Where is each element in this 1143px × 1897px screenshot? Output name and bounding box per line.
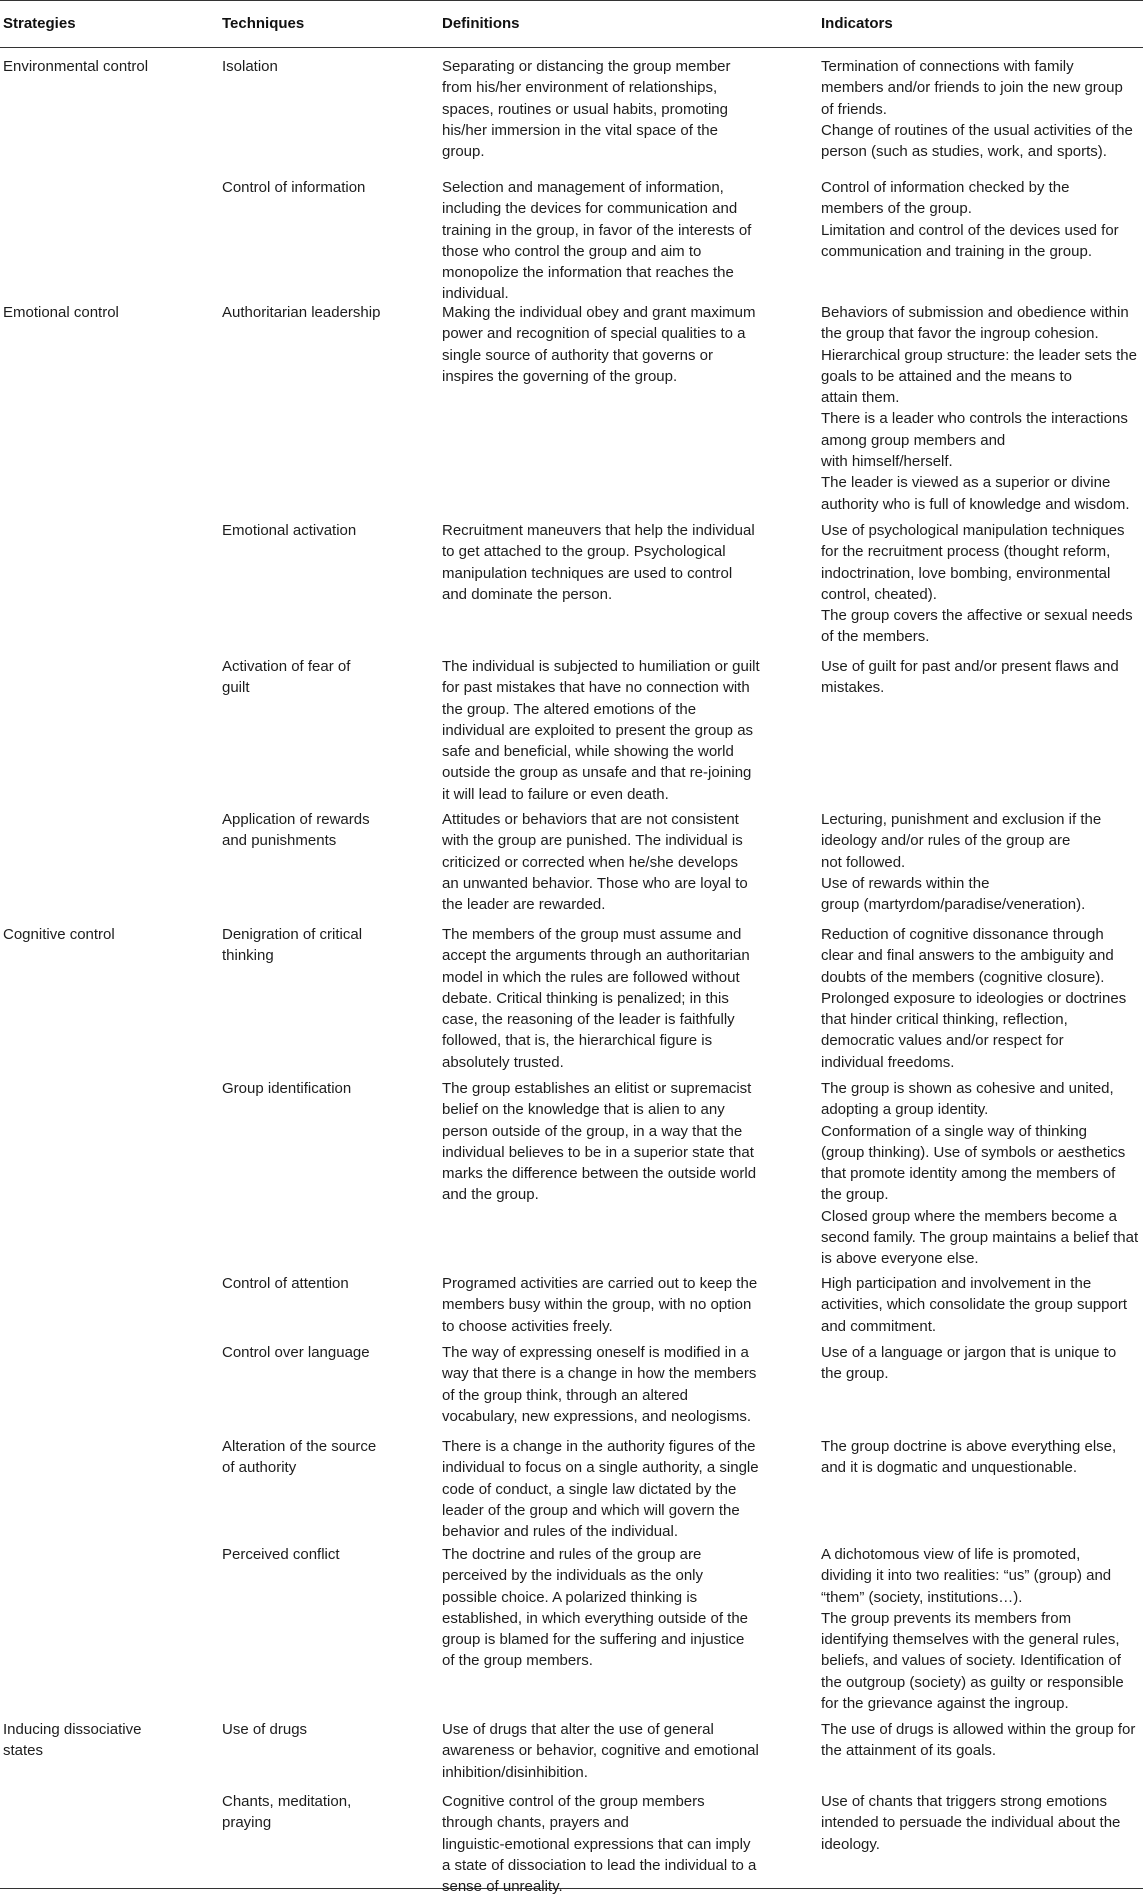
cell-line: Behaviors of submission and obedience within [821,304,1129,321]
cell-line: his/her immersion in the vital space of the [442,121,718,139]
cell-line: power and recognition of special qualities to a [442,325,746,343]
cell-line: Alteration of the source [222,1438,377,1455]
cell-line: Use of chants that triggers strong emotions [821,1793,1107,1810]
cell-line: ideology. [821,1835,880,1853]
cell-line: not followed. [821,853,906,871]
row-definition [442,177,787,305]
row-strategy [3,56,203,77]
header-techniques: Techniques [222,15,305,32]
row-technique [222,177,422,198]
cell-line: it will lead to failure or even death. [442,785,669,803]
cell-line: inspires the governing of the group. [442,367,678,385]
cell-line: The doctrine and rules of the group are [442,1546,702,1563]
cell-line: the group. [821,1365,889,1383]
table-top-rule [0,0,1143,1]
cell-line: Control over language [222,1344,370,1361]
cell-line: with himself/herself. [821,453,953,471]
cell-line: Emotional control [3,304,119,321]
cell-line: communication and training in the group. [821,242,1092,260]
cell-line: individual freedoms. [821,1053,955,1071]
cell-line: Isolation [222,58,278,75]
cell-line: an unwanted behavior. Those who are loyal to [442,874,748,892]
cell-line: followed, that is, the hierarchical figure is [442,1032,713,1050]
row-technique [222,1791,422,1834]
cell-line: states [3,1742,44,1760]
cell-line: including the devices for communication and [442,200,738,218]
cell-line: Perceived conflict [222,1546,340,1563]
cell-line: Chants, meditation, [222,1793,352,1810]
cell-line: Control of attention [222,1275,349,1292]
cell-line: Conformation of a single way of thinking [821,1122,1087,1140]
cell-line: absolutely trusted. [442,1053,564,1071]
cell-line: Authoritarian leadership [222,304,381,321]
cell-line: behavior and rules of the individual. [442,1523,678,1541]
cell-line: The group doctrine is above everything else, [821,1438,1117,1455]
row-technique [222,1436,422,1479]
row-technique [222,302,422,323]
cell-line: of the group think, through an altered [442,1386,689,1404]
cell-line: The way of expressing oneself is modified in a [442,1344,749,1361]
cell-line: the group that favor the ingroup cohesion. [821,325,1099,343]
cell-line: identifying themselves with the general rules, [821,1631,1120,1649]
cell-line: among group members and [821,431,1006,449]
cell-line: Use of drugs [222,1721,308,1738]
cell-line: Cognitive control of the group members [442,1793,705,1810]
cell-line: Use of psychological manipulation techniques [821,522,1125,539]
cell-line: control, cheated). [821,585,937,603]
cell-line: for past mistakes that have no connection with [442,679,750,697]
cell-line: for the recruitment process (thought reform, [821,543,1111,561]
cell-line: criticized or corrected when he/she develops [442,853,738,871]
row-indicators [821,1436,1143,1479]
header-bottom-rule [0,47,1143,48]
row-indicators [821,177,1143,262]
cell-line: The group prevents its members from [821,1609,1072,1627]
cell-line: goals to be attained and the means to [821,367,1073,385]
cell-line: Attitudes or behaviors that are not consistent [442,811,739,828]
cell-line: Termination of connections with family [821,58,1074,75]
cell-line: members of the group. [821,200,972,218]
cell-line: High participation and involvement in the [821,1275,1092,1292]
cell-line: of the group members. [442,1652,593,1670]
row-definition [442,1719,787,1783]
cell-line: There is a change in the authority figures of the [442,1438,756,1455]
row-technique [222,1544,422,1565]
cell-line: second family. The group maintains a belief that [821,1229,1139,1247]
row-technique [222,56,422,77]
row-indicators [821,302,1143,515]
header-definitions: Definitions [442,15,520,32]
row-strategy [3,924,203,945]
cell-line: and commitment. [821,1317,937,1335]
row-definition [442,809,787,915]
cell-line: with the group are punished. The individual is [442,832,743,850]
row-definition [442,302,787,387]
cell-line: that hinder critical thinking, reflection, [821,1011,1068,1029]
row-indicators [821,924,1143,1073]
cell-line: democratic values and/or respect for [821,1032,1064,1050]
cell-line: Change of routines of the usual activities of the [821,121,1133,139]
cell-line: of authority [222,1459,297,1477]
cell-line: The group establishes an elitist or supremacist [442,1080,752,1097]
cell-line: Activation of fear of [222,658,351,675]
cell-line: authority who is full of knowledge and wisdom. [821,495,1130,513]
row-indicators [821,56,1143,162]
header-strategies: Strategies [3,15,76,32]
row-definition [442,1791,787,1897]
cell-line: those who control the group and aim to [442,242,702,260]
row-technique [222,656,422,699]
cell-line: indoctrination, love bombing, environmental [821,564,1111,582]
row-indicators [821,1273,1143,1337]
cell-line: Making the individual obey and grant maximum [442,304,756,321]
row-indicators [821,520,1143,648]
row-strategy [3,1719,203,1762]
cell-line: Prolonged exposure to ideologies or doctrines [821,989,1127,1007]
cell-line: that promote identity among the members of [821,1165,1116,1183]
cell-line: members and/or friends to join the new group [821,79,1123,97]
cell-line: individual believes to be in a superior state that [442,1143,754,1161]
cell-line: The group covers the affective or sexual needs [821,607,1133,625]
cell-line: through chants, prayers and [442,1814,629,1832]
cell-line: group (martyrdom/paradise/veneration). [821,896,1086,914]
cell-line: marks the difference between the outside world [442,1165,757,1183]
cell-line: Hierarchical group structure: the leader sets the [821,346,1137,364]
row-technique [222,1342,422,1363]
row-indicators [821,809,1143,915]
cell-line: A dichotomous view of life is promoted, [821,1546,1081,1563]
cell-line: individual to focus on a single authority, a single [442,1459,759,1477]
cell-line: guilt [222,679,250,697]
cell-line: single source of authority that governs or [442,346,713,364]
cell-line: training in the group, in favor of the interests of [442,221,752,239]
row-definition [442,520,787,605]
cell-line: and the group. [442,1186,539,1204]
cell-line: attain them. [821,389,900,407]
cell-line: and punishments [222,832,337,850]
cell-line: ideology and/or rules of the group are [821,832,1071,850]
cell-line: Recruitment maneuvers that help the individual [442,522,755,539]
row-indicators [821,1791,1143,1855]
cell-line: The individual is subjected to humiliation or guilt [442,658,760,675]
cell-line: and dominate the person. [442,585,613,603]
row-technique [222,520,422,541]
cell-line: Emotional activation [222,522,357,539]
cell-line: case, the reasoning of the leader is faithfully [442,1011,735,1029]
cell-line: Use of a language or jargon that is unique to [821,1344,1117,1361]
cell-line: There is a leader who controls the interactions [821,410,1128,428]
cell-line: person outside of the group, in a way that the [442,1122,743,1140]
row-indicators [821,656,1143,699]
cell-line: Inducing dissociative [3,1721,142,1738]
cell-line: Control of information [222,179,366,196]
cell-line: activities, which consolidate the group support [821,1296,1128,1314]
cell-line: Limitation and control of the devices used for [821,221,1119,239]
cell-line: Separating or distancing the group member [442,58,731,75]
cell-line: established, in which everything outside of the [442,1609,749,1627]
cell-line: the group. [821,1186,889,1204]
cell-line: doubts of the members (cognitive closure). [821,968,1105,986]
row-definition [442,1078,787,1206]
cell-line: group is blamed for the suffering and injustice [442,1631,745,1649]
cell-line: Programed activities are carried out to keep the [442,1275,758,1292]
cell-line: of friends. [821,100,887,118]
cell-line: debate. Critical thinking is penalized; in this [442,989,729,1007]
row-indicators [821,1544,1143,1714]
cell-line: the group. The altered emotions of the [442,700,697,718]
cell-line: inhibition/disinhibition. [442,1763,588,1781]
cell-line: for the grievance against the ingroup. [821,1695,1069,1713]
cell-line: and it is dogmatic and unquestionable. [821,1459,1078,1477]
row-indicators [821,1342,1143,1385]
cell-line: beliefs, and values of society. Identification of [821,1652,1121,1670]
cell-line: Cognitive control [3,926,115,943]
row-technique [222,924,422,967]
cell-line: individual are exploited to present the group as [442,721,754,739]
row-definition [442,1436,787,1542]
cell-line: mistakes. [821,679,885,697]
cell-line: the leader are rewarded. [442,896,606,914]
cell-line: outside the group as unsafe and that re-joining [442,764,752,782]
cell-line: Use of guilt for past and/or present flaws and [821,658,1119,675]
cell-line: of the members. [821,628,930,646]
cell-line: a state of dissociation to lead the individual to a [442,1856,757,1874]
row-definition [442,1544,787,1672]
cell-line: The use of drugs is allowed within the group for [821,1721,1136,1738]
row-definition [442,924,787,1073]
cell-line: possible choice. A polarized thinking is [442,1588,698,1606]
cell-line: model in which the rules are followed without [442,968,740,986]
cell-line: to choose activities freely. [442,1317,613,1335]
row-indicators [821,1719,1143,1762]
cell-line: Lecturing, punishment and exclusion if the [821,811,1102,828]
cell-line: individual. [442,285,509,303]
cell-line: safe and beneficial, while showing the world [442,743,734,761]
cell-line: clear and final answers to the ambiguity and [821,947,1114,965]
cell-line: dividing it into two realities: “us” (group) and [821,1567,1112,1585]
cell-line: Control of information checked by the [821,179,1070,196]
cell-line: Reduction of cognitive dissonance through [821,926,1104,943]
row-definition [442,56,787,162]
cell-line: the outgroup (society) as guilty or responsible [821,1673,1124,1691]
row-technique [222,1273,422,1294]
cell-line: monopolize the information that reaches the [442,264,734,282]
cell-line: The group is shown as cohesive and united, [821,1080,1114,1097]
cell-line: the attainment of its goals. [821,1742,997,1760]
cell-line: code of conduct, a single law dictated by the [442,1480,737,1498]
row-definition [442,656,787,805]
cell-line: intended to persuade the individual about the [821,1814,1121,1832]
cell-line: “them” (society, institutions…). [821,1588,1023,1606]
row-definition [442,1342,787,1427]
cell-line: way that there is a change in how the members [442,1365,757,1383]
cell-line: Group identification [222,1080,352,1097]
cell-line: accept the arguments through an authoritarian [442,947,750,965]
cell-line: sense of unreality. [442,1878,563,1896]
cell-line: is above everyone else. [821,1250,979,1268]
cell-line: Closed group where the members become a [821,1207,1117,1225]
cell-line: Application of rewards [222,811,370,828]
cell-line: to get attached to the group. Psychological [442,543,726,561]
cell-line: manipulation techniques are used to control [442,564,733,582]
cell-line: from his/her environment of relationships, [442,79,718,97]
row-indicators [821,1078,1143,1270]
row-technique [222,1719,422,1740]
header-indicators: Indicators [821,15,893,32]
cell-line: person (such as studies, work, and sports). [821,143,1107,161]
cell-line: adopting a group identity. [821,1101,989,1119]
row-strategy [3,302,203,323]
cell-line: praying [222,1814,272,1832]
cell-line: Denigration of critical [222,926,363,943]
row-technique [222,809,422,852]
cell-line: spaces, routines or usual habits, promoting [442,100,728,118]
cell-line: linguistic-emotional expressions that can imply [442,1835,751,1853]
cell-line: thinking [222,947,274,965]
cell-line: perceived by the individuals as the only [442,1567,703,1585]
row-technique [222,1078,422,1099]
cell-line: The leader is viewed as a superior or divine [821,474,1111,492]
cell-line: group. [442,143,485,161]
cell-line: Selection and management of information, [442,179,724,196]
cell-line: vocabulary, new expressions, and neologisms. [442,1407,752,1425]
cell-line: awareness or behavior, cognitive and emotional [442,1742,759,1760]
cell-line: Use of drugs that alter the use of general [442,1721,714,1738]
cell-line: (group thinking). Use of symbols or aesthetics [821,1143,1126,1161]
cell-line: members busy within the group, with no option [442,1296,752,1314]
cell-line: belief on the knowledge that is alien to any [442,1101,725,1119]
cell-line: The members of the group must assume and [442,926,742,943]
cell-line: Use of rewards within the [821,874,990,892]
row-definition [442,1273,787,1337]
cell-line: Environmental control [3,58,149,75]
cell-line: leader of the group and which will govern the [442,1501,740,1519]
